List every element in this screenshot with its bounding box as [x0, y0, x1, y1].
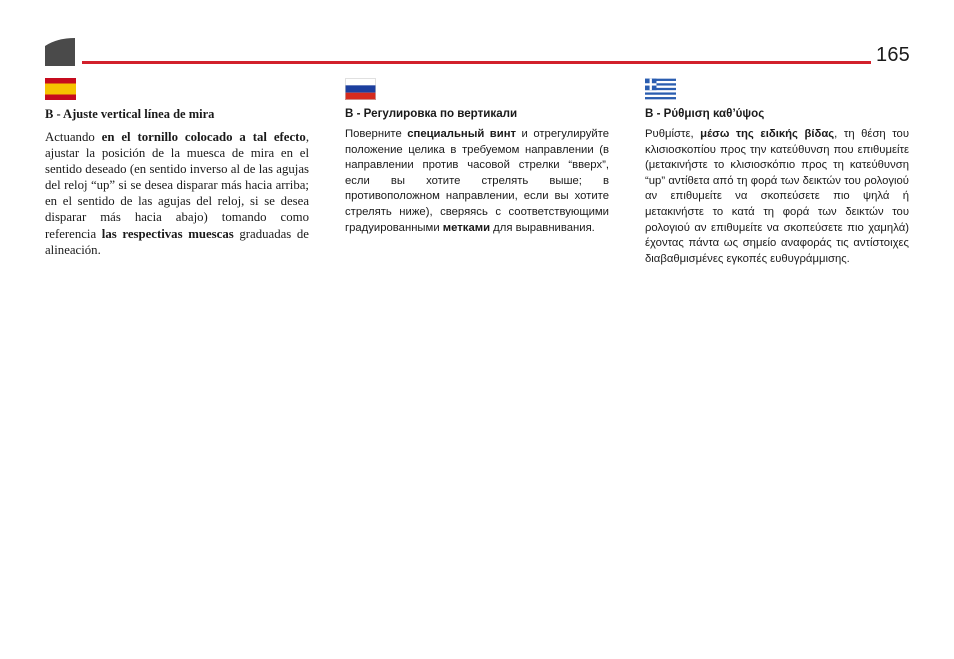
column-russian — [345, 78, 609, 236]
section-body: Ρυθμίστε, μέσω της ειδικής βίδας, τη θέση του κλισιοσκοπίου προς την κατεύθυνση που επιθυμείτε (μετακινήστε το κλισιοσκόπιο προς τη κατεύθυνση “up” αντίθετα από τη φορά των δεικτών του ρολογιού αν επιθυμείτε να σκοπεύσετε πιο ψηλά ή μετακινήστε το κατά τη φορά των δεικτών του ρολογιού αν επιθυμείτε να σκοπεύσετε πιο χαμηλά) έχοντας πάντα ως σημείο αναφοράς τις αντίστοιχες διαβαθμισμένες εγκοπές ευθυγράμμισης. — [645, 128, 910, 265]
page-number: 165 — [876, 44, 910, 66]
russia-flag-icon — [345, 78, 376, 100]
section-heading: B - Ajuste vertical línea de mira — [45, 107, 215, 121]
section-body: Поверните специальный винт и отрегулируйте положение целика в требуемом направлении (в направлении против часовой стрелки “вверх”, если вы хотите стрелять выше; в противоположном направлении, если вы хотите стрелять ниже), сверяясь с соответствующими градуированными метками для выравнивания. — [345, 128, 609, 234]
spain-flag-icon — [45, 78, 76, 100]
header-rule — [82, 61, 871, 64]
column-greek — [645, 78, 909, 267]
section-heading: B - Ρύθμιση καθ’ύψος — [645, 107, 765, 120]
section-heading: B - Регулировка по вертикали — [345, 107, 518, 120]
column-spanish — [45, 78, 309, 258]
corner-logo-mark — [45, 38, 75, 66]
section-body: Actuando en el tornillo colocado a tal efecto, ajustar la posición de la muesca de mira en el sentido deseado (en sentido inverso al de las agujas del reloj “up” si se desea disparar más hacia arriba; en el sentido de las agujas del reloj, si se desea disparar más hacia abajo) tomando como referencia las respectivas muescas graduadas de alineación. — [45, 130, 310, 257]
greece-flag-icon — [645, 78, 676, 100]
